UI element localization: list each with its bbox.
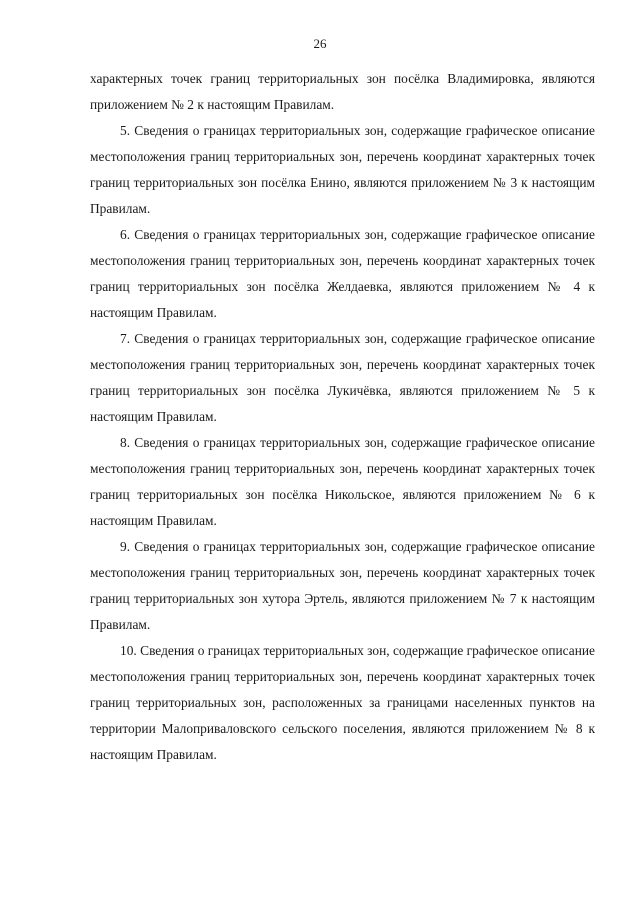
- paragraph-item-9: 9. Сведения о границах территориальных зон, содержащие графическое описание местоположения границ территориальных зон, перечень координат характерных точек границ территориальных зон хутора Эртель, являются приложением № 7 к настоящим Правилам.: [90, 539, 595, 632]
- paragraph-item-5: 5. Сведения о границах территориальных зон, содержащие графическое описание местоположения границ территориальных зон, перечень координат характерных точек границ территориальных зон посёлка Енино, являются приложением № 3 к настоящим Правилам.: [90, 123, 595, 216]
- paragraph-continuation: характерных точек границ территориальных зон посёлка Владимировка, являются приложением № 2 к настоящим Правилам.: [90, 71, 595, 112]
- paragraph-item-7: 7. Сведения о границах территориальных зон, содержащие графическое описание местоположения границ территориальных зон, перечень координат характерных точек границ территориальных зон посёлка Лукичёвка, являются приложением № 5 к настоящим Правилам.: [90, 331, 595, 424]
- paragraph-item-8: 8. Сведения о границах территориальных зон, содержащие графическое описание местоположения границ территориальных зон, перечень координат характерных точек границ территориальных зон посёлка Никольское, являются приложением № 6 к настоящим Правилам.: [90, 435, 595, 528]
- paragraph-item-10: 10. Сведения о границах территориальных зон, содержащие графическое описание местоположения границ территориальных зон, перечень координат характерных точек границ территориальных зон, расположенных за границами населенных пунктов на территории Малоприваловского сельского поселения, являются приложением № 8 к настоящим Правилам.: [90, 643, 595, 762]
- page-number: 26: [313, 36, 327, 51]
- document-body: [90, 66, 595, 768]
- paragraph-item-6: 6. Сведения о границах территориальных зон, содержащие графическое описание местоположения границ территориальных зон, перечень координат характерных точек границ территориальных зон посёлка Желдаевка, являются приложением № 4 к настоящим Правилам.: [90, 227, 595, 320]
